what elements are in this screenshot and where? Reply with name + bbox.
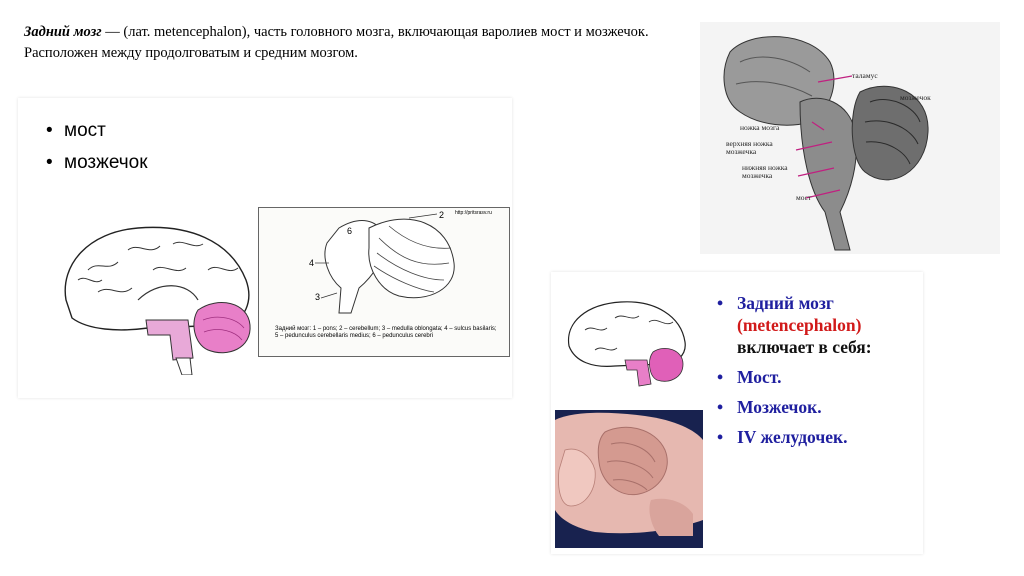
- label-pons: мост: [796, 193, 812, 202]
- bullet: •: [717, 427, 724, 447]
- specimen-drawing: [555, 410, 703, 548]
- label-cerebellum: мозжечок: [900, 93, 931, 102]
- scheme-watermark: http://pritsrasv.ru: [455, 210, 492, 216]
- list-item-label: мост: [64, 120, 106, 141]
- hindbrain-scheme: [258, 207, 510, 357]
- list-item: [715, 396, 915, 418]
- list-term: Задний мозг: [737, 293, 834, 313]
- mini-brain-drawing: [565, 294, 691, 390]
- list-item: [715, 366, 915, 388]
- scheme-number: 4: [309, 258, 315, 268]
- brainstem-atlas-image: [700, 22, 1000, 254]
- list-item-label: Мозжечок.: [737, 397, 822, 417]
- intro-term: Задний мозг: [24, 24, 102, 40]
- bullet: •: [717, 367, 724, 387]
- label-thalamus: таламус: [852, 71, 878, 80]
- scheme-number: 6: [347, 226, 353, 236]
- list-item-label: Мост.: [737, 367, 782, 387]
- metencephalon-list: [715, 292, 915, 456]
- card-metencephalon: [551, 272, 923, 554]
- label-lower-peduncle: нижняя ножка мозжечка: [742, 163, 788, 180]
- list-includes-text: включает в себя:: [737, 337, 872, 357]
- list-item: [715, 292, 915, 358]
- scheme-number: 2: [439, 210, 445, 220]
- list-item-label: мозжечок: [64, 152, 148, 173]
- list-latin-term: (metencephalon): [737, 315, 862, 335]
- intro-paragraph: [24, 22, 664, 64]
- label-upper-peduncle: верхняя ножка мозжечка: [726, 139, 773, 156]
- scheme-number: 3: [315, 292, 321, 302]
- list-item: [715, 426, 915, 448]
- card-brain-parts: [18, 98, 512, 398]
- list-item: • мост: [46, 120, 106, 141]
- hindbrain-scheme-drawing: [259, 208, 509, 318]
- list-item-label: IV желудочек.: [737, 427, 848, 447]
- list-item: • мозжечок: [46, 152, 148, 173]
- parts-list: [46, 120, 148, 184]
- brain-specimen-photo: [555, 410, 703, 548]
- brainstem-atlas-drawing: [700, 22, 1000, 254]
- label-brain-peduncle: ножка мозга: [740, 123, 780, 132]
- brain-sagittal-drawing: [58, 210, 258, 375]
- bullet: •: [717, 293, 724, 313]
- intro-text: — (лат. metencephalon), часть головного мозга, включающая варолиев мост и мозжечок. Расположен между продолговатым и средним мозгом.: [24, 24, 649, 61]
- bullet: •: [717, 397, 724, 417]
- scheme-caption: Задний мозг: 1 – pons; 2 – cerebellum; 3 – medulla oblongata; 4 – sulcus basilaris; 5 – pedunculus cerebellaris medius; 6 – pedunculus cerebri: [275, 326, 497, 339]
